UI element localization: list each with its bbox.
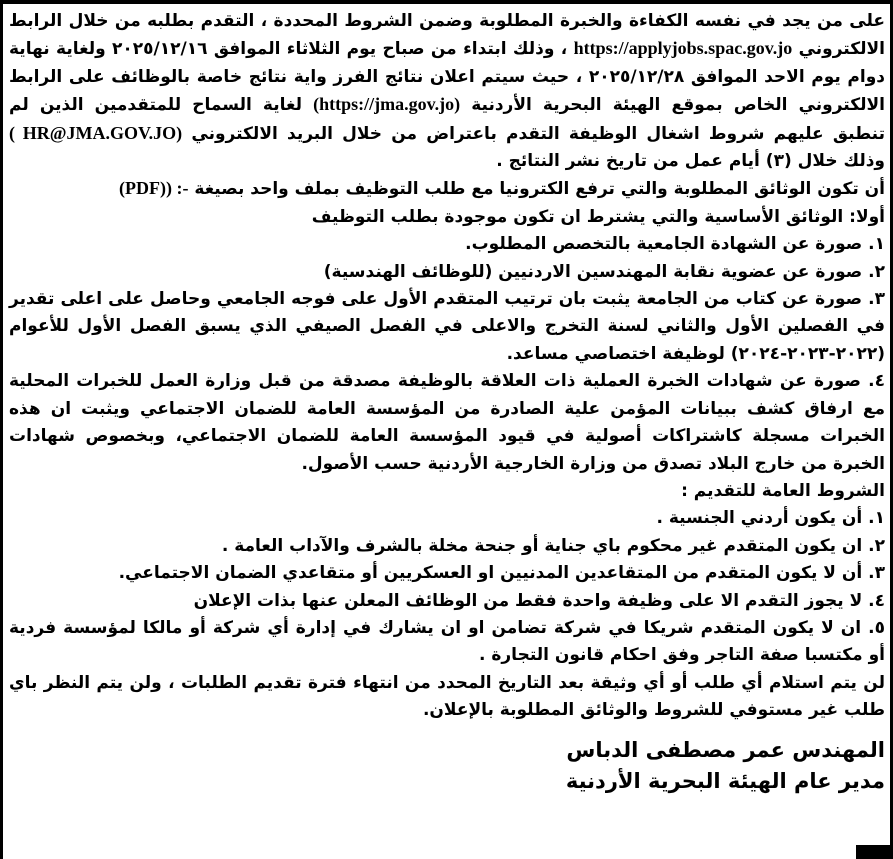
condition-item-5: ٥. ان لا يكون المتقدم شريكا في شركة تضامن او ان يشارك في إدارة أي شركة أو مالكا لمؤسسة فردية أو مكتسبا صفة التاجر وفق احكام قانون التجارة . — [9, 617, 885, 666]
intro-text-1: على من يجد في نفسه الكفاءة والخبرة المطلوبة وضمن الشروط المحددة ، التقدم بطلبه من خلال الرابط الالكتروني — [9, 11, 885, 60]
condition-item-4: ٤. لا يجوز التقدم الا على وظيفة واحدة فقط من الوظائف المعلن عنها بذات الإعلان — [193, 590, 885, 611]
signature-title: مدير عام الهيئة البحرية الأردنية — [565, 768, 885, 793]
condition-item-2: ٢. ان يكون المتقدم غير محكوم باي جناية أو جنحة مخلة بالشرف والآداب العامة . — [221, 535, 885, 556]
document-item-3: ٣. صورة عن كتاب من الجامعة يثبت بان ترتيب المتقدم الأول على فوجه الجامعي وحاصل على اعلى تقدير في الفصلين الأول والثاني لسنة التخرج والاعلى في الفصل الصيفي الذي يسبق الفصل الأول للأعوام (٢٠٢٢-٢٠٢٣-٢٠٢٤) لوظيفة اختصاصي مساعد. — [9, 289, 885, 364]
pdf-requirement-text: أن تكون الوثائق المطلوبة والتي ترفع الكترونيا مع طلب التوظيف بملف واحد بصيغة — [188, 179, 885, 200]
intro-text-4: وذلك خلال (٣) أيام عمل من تاريخ نشر النتائج . — [496, 151, 885, 172]
documents-heading: أولا: الوثائق الأساسية والتي يشترط ان تكون موجودة بطلب التوظيف — [311, 206, 885, 227]
signature-name: المهندس عمر مصطفى الدباس — [566, 737, 885, 762]
deadline-note: لن يتم استلام أي طلب أو أي وثيقة بعد التاريخ المحدد من انتهاء فترة تقديم الطلبات ، ولن يتم النظر باي طلب غير مستوفي للشروط والوثائق المطلوبة بالإعلان. — [9, 672, 885, 721]
intro-text-3: لغاية السماح للمتقدمين الذين لم تنطبق عليهم شروط اشغال الوظيفة التقدم باعتراض من خلال البريد الالكتروني — [9, 95, 885, 144]
pdf-format-label: (PDF)) :- — [119, 178, 189, 199]
announcement-content — [3, 4, 890, 859]
signature-block — [9, 735, 885, 797]
document-item-2: ٢. صورة عن عضوية نقابة المهندسين الاردنيين (للوظائف الهندسية) — [323, 261, 885, 282]
document-item-1: ١. صورة عن الشهادة الجامعية بالتخصص المطلوب. — [465, 234, 885, 255]
page-corner-mark — [856, 845, 890, 859]
conditions-heading: الشروط العامة للتقديم : — [681, 480, 885, 501]
intro-text-2: ، وذلك ابتداء من صباح يوم الثلاثاء الموافق ⁦٢٠٢٥/١٢/١٦⁩ ولغاية نهاية دوام يوم الاحد الموافق ⁦٢٠٢٥/١٢/٢٨⁩ ، حيث سيتم اعلان نتائج الفرز واية نتائج خاصة بالوظائف على الرابط الالكتروني الخاص بموقع الهيئة البحرية الأردنية — [9, 39, 886, 116]
hr-email: ( HR@JMA.GOV.JO) — [9, 122, 183, 143]
pdf-requirement-line — [9, 175, 885, 203]
jma-website-url: (https://jma.gov.jo) — [313, 94, 461, 115]
condition-item-3: ٣. أن لا يكون المتقدم من المتقاعدين المدنيين او العسكريين أو متقاعدي الضمان الاجتماعي. — [118, 563, 885, 584]
intro-paragraph — [9, 8, 885, 175]
document-item-4: ٤. صورة عن شهادات الخبرة العملية ذات العلاقة بالوظيفة مصدقة من قبل وزارة العمل للخبرات المحلية مع ارفاق كشف ببيانات المؤمن علية الصادرة من المؤسسة العامة للضمان الاجتماعي ويثبت ان هذه الخبرات مسجلة كاشتراكات أصولية في قيود المؤسسة العامة للضمان الاجتماعي، وبخصوص شهادات الخبرة من خارج البلاد تصدق من وزارة الخارجية الأردنية حسب الأصول. — [9, 371, 885, 474]
condition-item-1: ١. أن يكون أردني الجنسية . — [656, 508, 885, 529]
apply-portal-url: https://applyjobs.spac.gov.jo — [573, 38, 793, 59]
